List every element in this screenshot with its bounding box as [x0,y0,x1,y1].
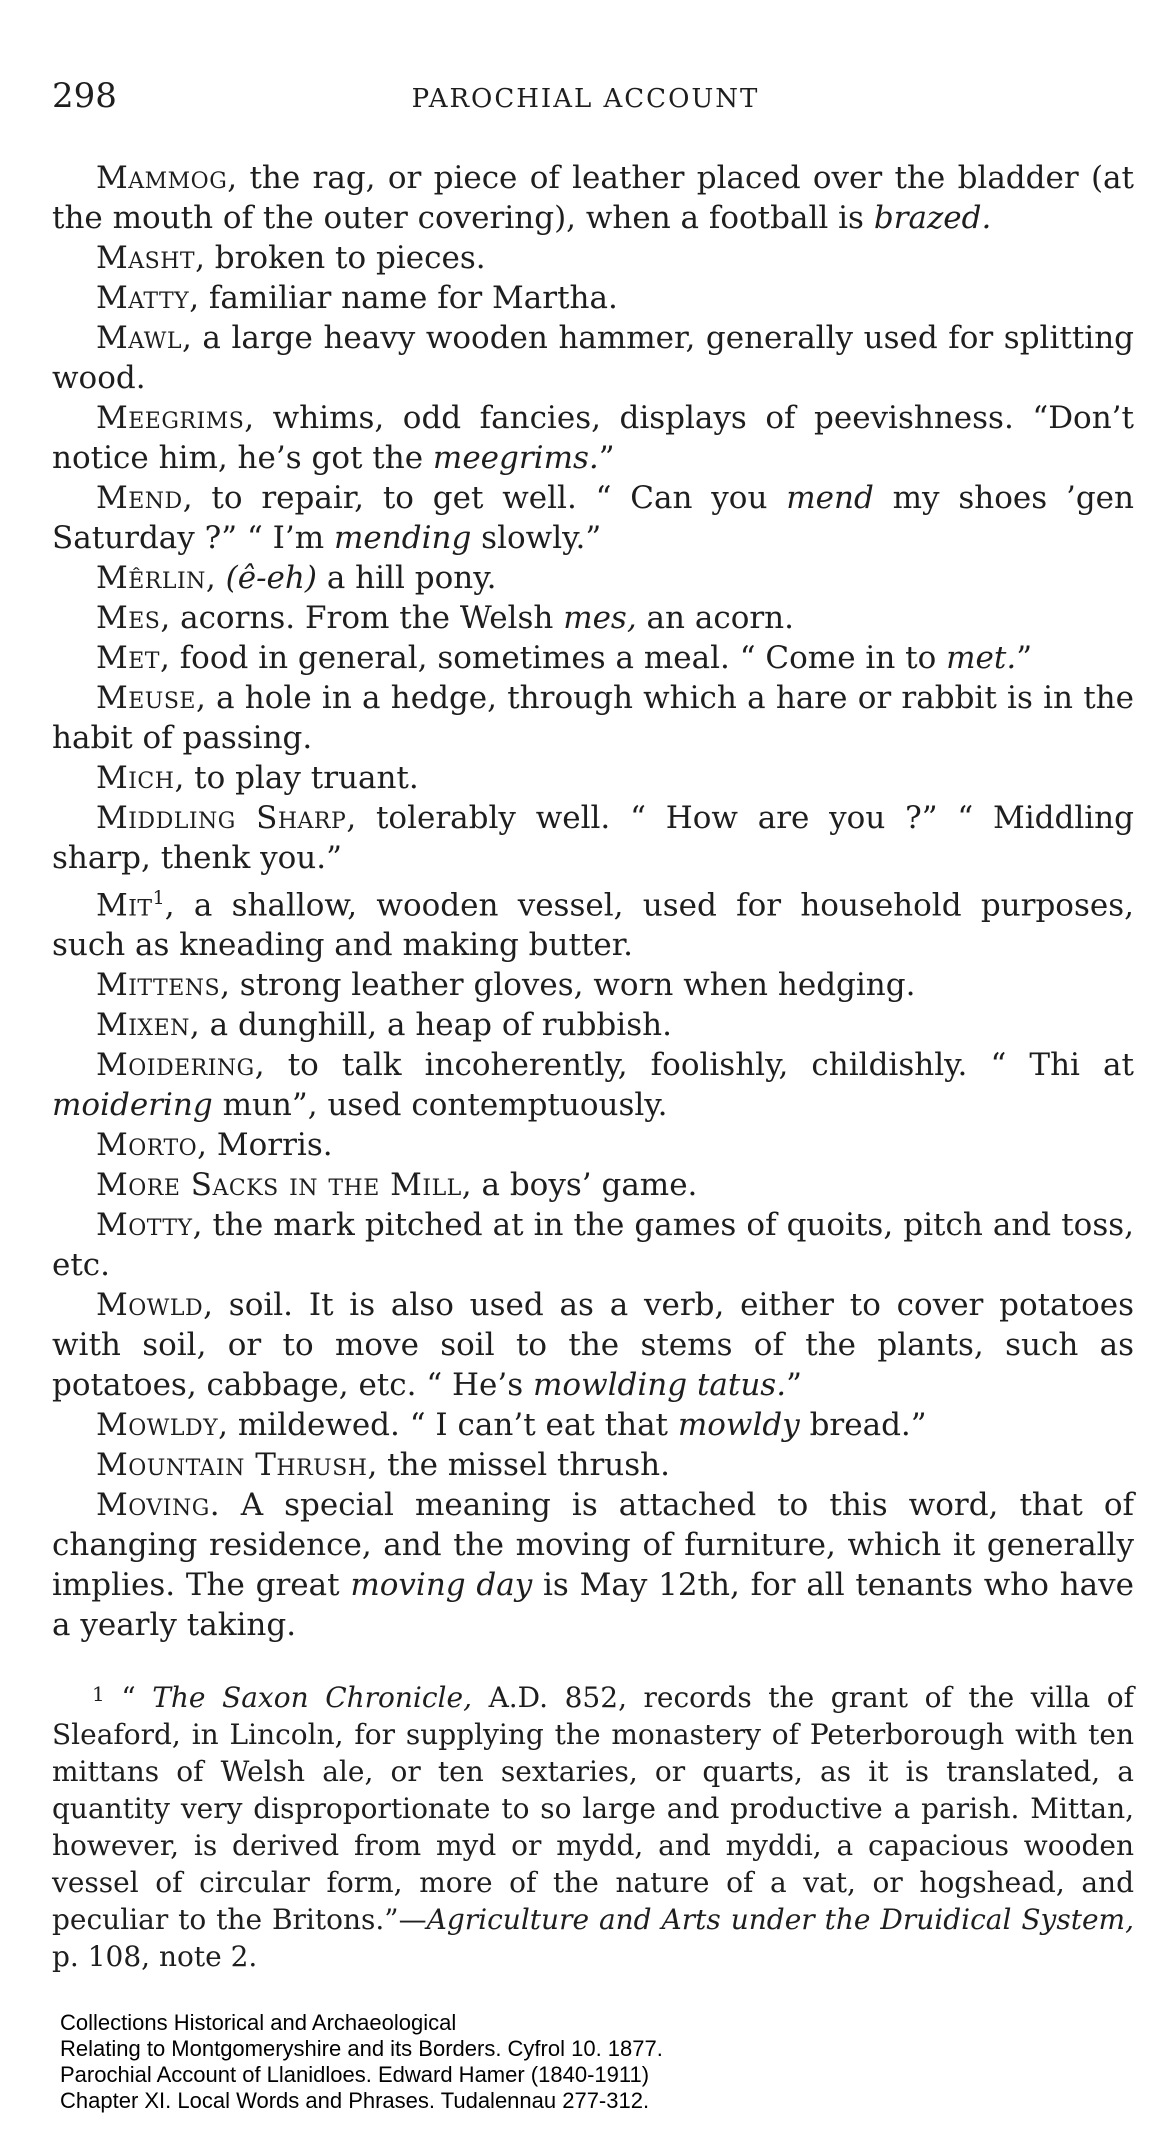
text-run: A.D. [488,1681,549,1714]
italic-text: moving day [350,1567,533,1604]
glossary-entry [52,758,1134,798]
glossary-entry [52,398,1134,478]
italic-text: moidering [52,1087,213,1124]
footnote-reference: 1 [152,887,165,909]
text-run: , the missel thrush. [367,1447,670,1484]
italic-text: (ê-eh) [225,560,317,596]
text-run: , acorns. From the Welsh [160,600,564,636]
italic-text: Agriculture and Arts under the Druidical System, [426,1903,1134,1936]
text-run: , the mark pitched at in the games of quoits, pitch and toss, etc. [52,1207,1134,1284]
headword: Mountain Thrush [96,1447,368,1484]
italic-text: mowldy [677,1407,800,1444]
text-run: slowly.” [471,520,602,556]
text-run: my shoes ’gen Saturday ?” “ I’m [52,480,1134,556]
glossary-entry [52,478,1134,558]
italic-text: met. [946,640,1017,676]
text-run: , soil. It is also used as a verb, either to cover potatoes with soil, or to move soil to the stems of the plants, such as potatoes, cabbage, etc. “ He’s [52,1287,1134,1404]
italic-text: mowlding tatus. [533,1367,787,1404]
glossary-entry [52,1165,1134,1205]
glossary-entry [52,1125,1134,1165]
glossary-entry [52,1405,1134,1445]
source-line: Collections Historical and Archaeological [60,2010,457,2035]
italic-text: The Saxon Chronicle, [152,1681,472,1714]
headword: Matty [96,280,190,316]
text-run: bread.” [799,1407,927,1444]
text-run: a hill pony. [316,560,497,596]
text-run: , tolerably well. “ How are you ?” “ Middling sharp, thenk you.” [52,800,1134,876]
glossary-entry [52,1005,1134,1045]
text-run: , familiar name for Martha. [189,280,618,316]
glossary-entry [52,965,1134,1005]
italic-text: mes, [563,600,637,636]
glossary-entry [52,1445,1134,1485]
glossary-entry [52,878,1134,965]
running-title: PAROCHIAL ACCOUNT [411,84,760,114]
glossary-entry [52,1485,1134,1645]
text-run: , to play truant. [174,760,419,796]
page-number: 298 [52,76,117,116]
text-run: , broken to pieces. [195,240,486,276]
glossary-entry [52,598,1134,638]
text-run: , [205,560,226,596]
glossary-entry [52,558,1134,598]
text-run: , a boys’ game. [461,1167,698,1204]
text-run: , a hole in a hedge, through which a hare or rabbit is in the habit of passing. [52,680,1134,756]
glossary-entry [52,1285,1134,1405]
headword: Middling Sharp [96,800,347,836]
headword: Moidering [96,1047,255,1084]
source-line: Parochial Account of Llanidloes. Edward Hamer (1840-1911) [60,2062,650,2087]
text-run: , to repair, to get well. “ Can you [182,480,787,516]
source-line: Relating to Montgomeryshire and its Borders. Cyfrol 10. 1877. [60,2036,663,2061]
source-citation [60,2010,663,2114]
headword: Mawl [96,320,182,356]
text-run: mun”, used contemptuously. [212,1087,668,1124]
glossary-entry [52,318,1134,398]
page-header [52,76,1119,126]
headword: Mowldy [96,1407,219,1444]
text-run [472,1681,489,1714]
text-run: an acorn. [636,600,795,636]
text-run: 852, records the grant of the villa of Sleaford, in Lincoln, for supplying the monastery of Peterborough with ten mittans of Welsh ale, or ten sextaries, or quarts, as it is translated, a quantity very disproportionate to so large and productive a parish. Mittan, however, is derived from myd or mydd, and myddi, a capacious wooden vessel of circular form, more of the nature of a vat, or hogshead, and peculiar to the Britons.”— [52,1681,1134,1936]
glossary-entry [52,1205,1134,1285]
headword: Meegrims [96,400,245,436]
headword: Mend [96,480,183,516]
italic-text: brazed. [873,200,992,236]
headword: Mixen [96,1007,190,1044]
headword: Mittens [96,967,221,1004]
text-run: , strong leather gloves, worn when hedging. [220,967,916,1004]
headword: Morto [96,1127,198,1164]
headword: Masht [96,240,196,276]
headword: Mit [96,887,153,924]
headword: Mich [96,760,175,796]
glossary-entry [52,638,1134,678]
italic-text: mending [334,520,472,556]
text-run: , a shallow, wooden vessel, used for household purposes, such as kneading and making butter. [52,887,1134,964]
headword: Met [96,640,160,676]
text-run: “ [121,1681,153,1714]
italic-text: mend [786,480,874,516]
glossary-entry [52,278,1134,318]
headword: Meuse [96,680,196,716]
glossary-entry [52,158,1134,238]
text-run: ” [1016,640,1033,676]
text-run: , food in general, sometimes a meal. “ Come in to [159,640,947,676]
text-run: , Morris. [197,1127,333,1164]
footnote-mark: 1 [92,1682,105,1706]
headword: Mes [96,600,161,636]
text-run: ” [786,1367,802,1404]
headword: More Sacks in the Mill [96,1167,462,1204]
glossary-entries [52,158,1134,1645]
text-run: , a dunghill, a heap of rubbish. [189,1007,672,1044]
headword: Moving [96,1487,210,1524]
text-run: p. 108, note 2. [52,1940,258,1973]
headword: Mowld [96,1287,204,1324]
text-run: , a large heavy wooden hammer, generally used for splitting wood. [52,320,1134,396]
headword: Motty [96,1207,193,1244]
headword: Mammog [96,160,228,196]
text-run: , to talk incoherently, foolishly, childishly. “ Thi at [254,1047,1134,1084]
glossary-entry [52,238,1134,278]
glossary-entry [52,678,1134,758]
footnote [52,1676,1134,1975]
italic-text: meegrims. [432,440,599,476]
text-run: ” [598,440,615,476]
text-run: . A special meaning is attached to this word, that of changing residence, and the moving of furniture, which it generally implies. The great [52,1487,1134,1604]
headword: Mêrlin [96,560,206,596]
text-run: , mildewed. “ I can’t eat that [218,1407,678,1444]
text-run: , whims, odd fancies, displays of peevishness. “Don’t notice him, he’s got the [52,400,1134,476]
glossary-entry [52,798,1134,878]
source-line: Chapter XI. Local Words and Phrases. Tudalennau 277-312. [60,2088,650,2113]
text-run: is May 12th, for all tenants who have a yearly taking. [52,1567,1134,1644]
text-run: , the rag, or piece of leather placed over the bladder (at the mouth of the outer covering), when a football is [52,160,1134,236]
glossary-entry [52,1045,1134,1125]
